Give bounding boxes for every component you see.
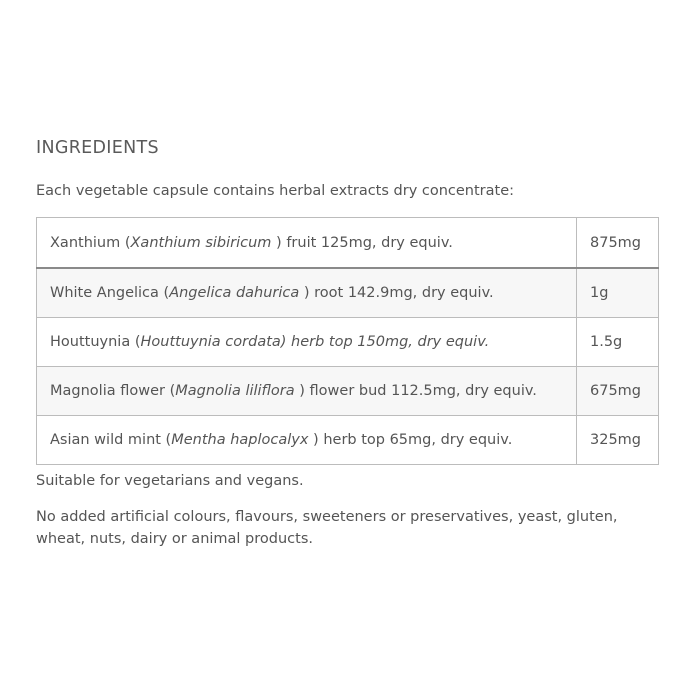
free-from-note: No added artificial colours, flavours, sweeteners or preservatives, yeast, gluten, wheat, nuts, dairy or animal products.: [36, 509, 618, 547]
amount-cell: 1g: [577, 268, 659, 318]
ingredient-cell: [37, 318, 577, 367]
table-row: [37, 367, 659, 416]
section-heading: INGREDIENTS: [36, 138, 159, 158]
intro-text: Each vegetable capsule contains herbal extracts dry concentrate:: [36, 183, 515, 199]
amount-cell: 325mg: [577, 416, 659, 465]
ingredient-name: Xanthium (: [50, 234, 131, 251]
ingredient-cell: [37, 367, 577, 416]
ingredient-name: White Angelica (: [50, 285, 170, 301]
table-row: [37, 268, 659, 318]
ingredient-cell: [37, 416, 577, 465]
ingredients-table: [36, 217, 659, 465]
table-row: [37, 218, 659, 269]
ingredient-cell: [37, 218, 577, 269]
ingredient-cell: [37, 268, 577, 318]
amount-cell: 875mg: [577, 218, 659, 269]
ingredient-name: Magnolia flower (: [50, 383, 176, 399]
ingredient-name: Houttuynia (: [50, 334, 141, 350]
vegan-note: Suitable for vegetarians and vegans.: [36, 473, 304, 489]
ingredient-detail: ) root 142.9mg, dry equiv.: [299, 285, 494, 301]
table-row: [37, 416, 659, 465]
ingredient-detail: ) herb top 65mg, dry equiv.: [308, 432, 513, 448]
amount-cell: 1.5g: [577, 318, 659, 367]
ingredient-detail: ) flower bud 112.5mg, dry equiv.: [294, 383, 537, 399]
ingredient-latin-name: Magnolia liliflora: [175, 383, 295, 399]
ingredient-name: Asian wild mint (: [50, 432, 172, 448]
ingredient-latin-name: Mentha haplocalyx: [171, 432, 309, 448]
ingredient-latin-name: Angelica dahurica: [169, 285, 300, 301]
ingredient-latin-name: Xanthium sibiricum: [130, 234, 272, 251]
ingredient-detail: ) fruit 125mg, dry equiv.: [271, 234, 453, 251]
amount-cell: 675mg: [577, 367, 659, 416]
table-row: [37, 318, 659, 367]
ingredient-latin-name: Houttuynia cordata) herb top 150mg, dry equiv.: [140, 334, 490, 350]
